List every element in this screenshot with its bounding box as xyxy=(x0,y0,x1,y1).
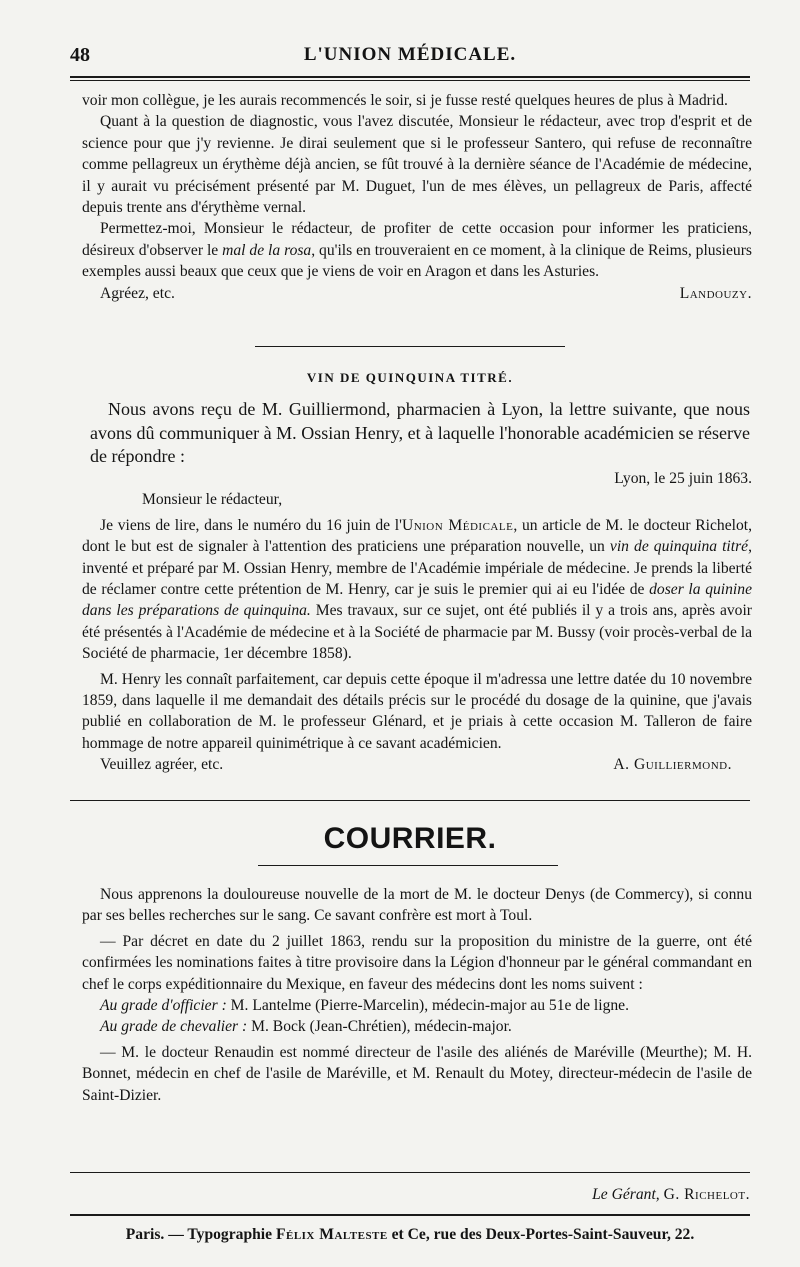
paragraph: M. Henry les connaît parfaitement, car depuis cette époque il m'adressa une lettre datée du 10 novembre 1859, dans laquelle il me demandait des détails précis sur le procédé du dosage de la quinine, que j'avais publié en collaboration de M. le professeur Glénard, et je priais à cette occasion M. Talleron de faire hommage de notre appareil quinimétrique à ce savant académicien. xyxy=(82,670,752,752)
gerant-signature: Le Gérant, G. Richelot. xyxy=(592,1186,750,1203)
paragraph: Permettez-moi, Monsieur le rédacteur, de profiter de cette occasion pour informer les praticiens, désireux d'observer le mal de la rosa, qu'ils en trouveraient en ce moment, à la clinique de Reims, plusieurs exemples aussi beaux que ceux que je viens de voir en Aragon et dans les Asturies. xyxy=(82,220,752,281)
running-title: L'UNION MÉDICALE. xyxy=(303,44,517,65)
header-rule-thin xyxy=(70,80,750,81)
letter-guilliermond xyxy=(82,468,752,776)
intro-paragraph: Nous avons reçu de M. Guilliermond, pharmacien à Lyon, la lettre suivante, que nous avons dû communiquer à M. Ossian Henry, et à laquelle l'honorable académicien se réserve de répondre : xyxy=(90,399,750,466)
footer-rule xyxy=(70,1172,750,1173)
letter-landouzy xyxy=(82,90,752,304)
courrier-body xyxy=(82,884,752,1106)
paragraph: — Par décret en date du 2 juillet 1863, rendu sur la proposition du ministre de la guerre, ont été confirmées les nominations faites à titre provisoire dans la Légion d'honneur par le général commandant en chef le corps expéditionnaire du Mexique, en faveur des médecins dont les noms suivent : xyxy=(82,932,752,993)
courrier-title: COURRIER. xyxy=(323,822,497,855)
page-number: 48 xyxy=(70,44,90,66)
paragraph: Au grade de chevalier : M. Bock (Jean-Chrétien), médecin-major. xyxy=(100,1018,512,1036)
paragraph: Je viens de lire, dans le numéro du 16 juin de l'Union Médicale, un article de M. le docteur Richelot, dont le but est de signaler à l'attention des praticiens une préparation nouvelle, un vin de quinquina titré, inventé et préparé par M. Ossian Henry, membre de l'Académie impériale de médecine. Je prends la liberté de réclamer contre cette prétention de M. Henry, car je suis le premier qui ai eu l'idée de doser la quinine dans les préparations de quinquina. Mes travaux, sur ce sujet, ont été publiés il y a trois ans, après avoir été présentés à l'Académie de médecine et à la Société de pharmacie par M. Bussy (voir procès-verbal de la Société de pharmacie, 1er décembre 1858). xyxy=(82,516,753,663)
signature: Landouzy. xyxy=(679,284,752,302)
imprint-line: Paris. — Typographie Félix Malteste et Ce, rue des Deux-Portes-Saint-Sauveur, 22. xyxy=(125,1226,695,1243)
title-underline xyxy=(258,865,558,866)
paragraph: Nous apprenons la douloureuse nouvelle de la mort de M. le docteur Denys (de Commercy), si connu par ses belles recherches sur le sang. Ce savant confrère est mort à Toul. xyxy=(82,886,752,925)
section-heading: VIN DE QUINQUINA TITRÉ. xyxy=(306,370,514,385)
closing-line xyxy=(82,754,752,775)
signature: A. Guilliermond. xyxy=(613,756,732,774)
header-rule xyxy=(70,76,750,78)
salutation: Monsieur le rédacteur, xyxy=(142,491,283,509)
date-line: Lyon, le 25 juin 1863. xyxy=(614,470,752,487)
paragraph: — M. le docteur Renaudin est nommé directeur de l'asile des aliénés de Maréville (Meurthe); M. H. Bonnet, médecin en chef de l'asile de Maréville, et M. Renault du Motey, directeur-médecin de l'asile de Saint-Dizier. xyxy=(82,1043,752,1104)
paragraph: Au grade d'officier : M. Lantelme (Pierre-Marcelin), médecin-major au 51e de ligne. xyxy=(100,997,630,1015)
page-header xyxy=(70,42,750,72)
section-divider xyxy=(70,800,750,801)
closing: Veuillez agréer, etc. xyxy=(100,756,224,774)
section-divider xyxy=(255,346,565,347)
closing-line xyxy=(82,283,752,304)
footer-rule xyxy=(70,1214,750,1216)
closing: Agréez, etc. xyxy=(100,284,175,302)
paragraph: voir mon collègue, je les aurais recommencés le soir, si je fusse resté quelques heures de plus à Madrid. xyxy=(82,92,728,109)
paragraph: Quant à la question de diagnostic, vous l'avez discutée, Monsieur le rédacteur, avec trop d'esprit et de science pour que j'y revienne. Je dirai seulement que si le professeur Santero, qui refuse de reconnaître comme pellagreux un érythème déjà ancien, se fût trouvé à la dernière séance de l'Académie de médecine, il y aurait vu précisément présenté par M. Duguet, l'un de mes élèves, un pellagreux de Paris, affecté depuis trente ans d'érythème vernal. xyxy=(82,113,752,217)
